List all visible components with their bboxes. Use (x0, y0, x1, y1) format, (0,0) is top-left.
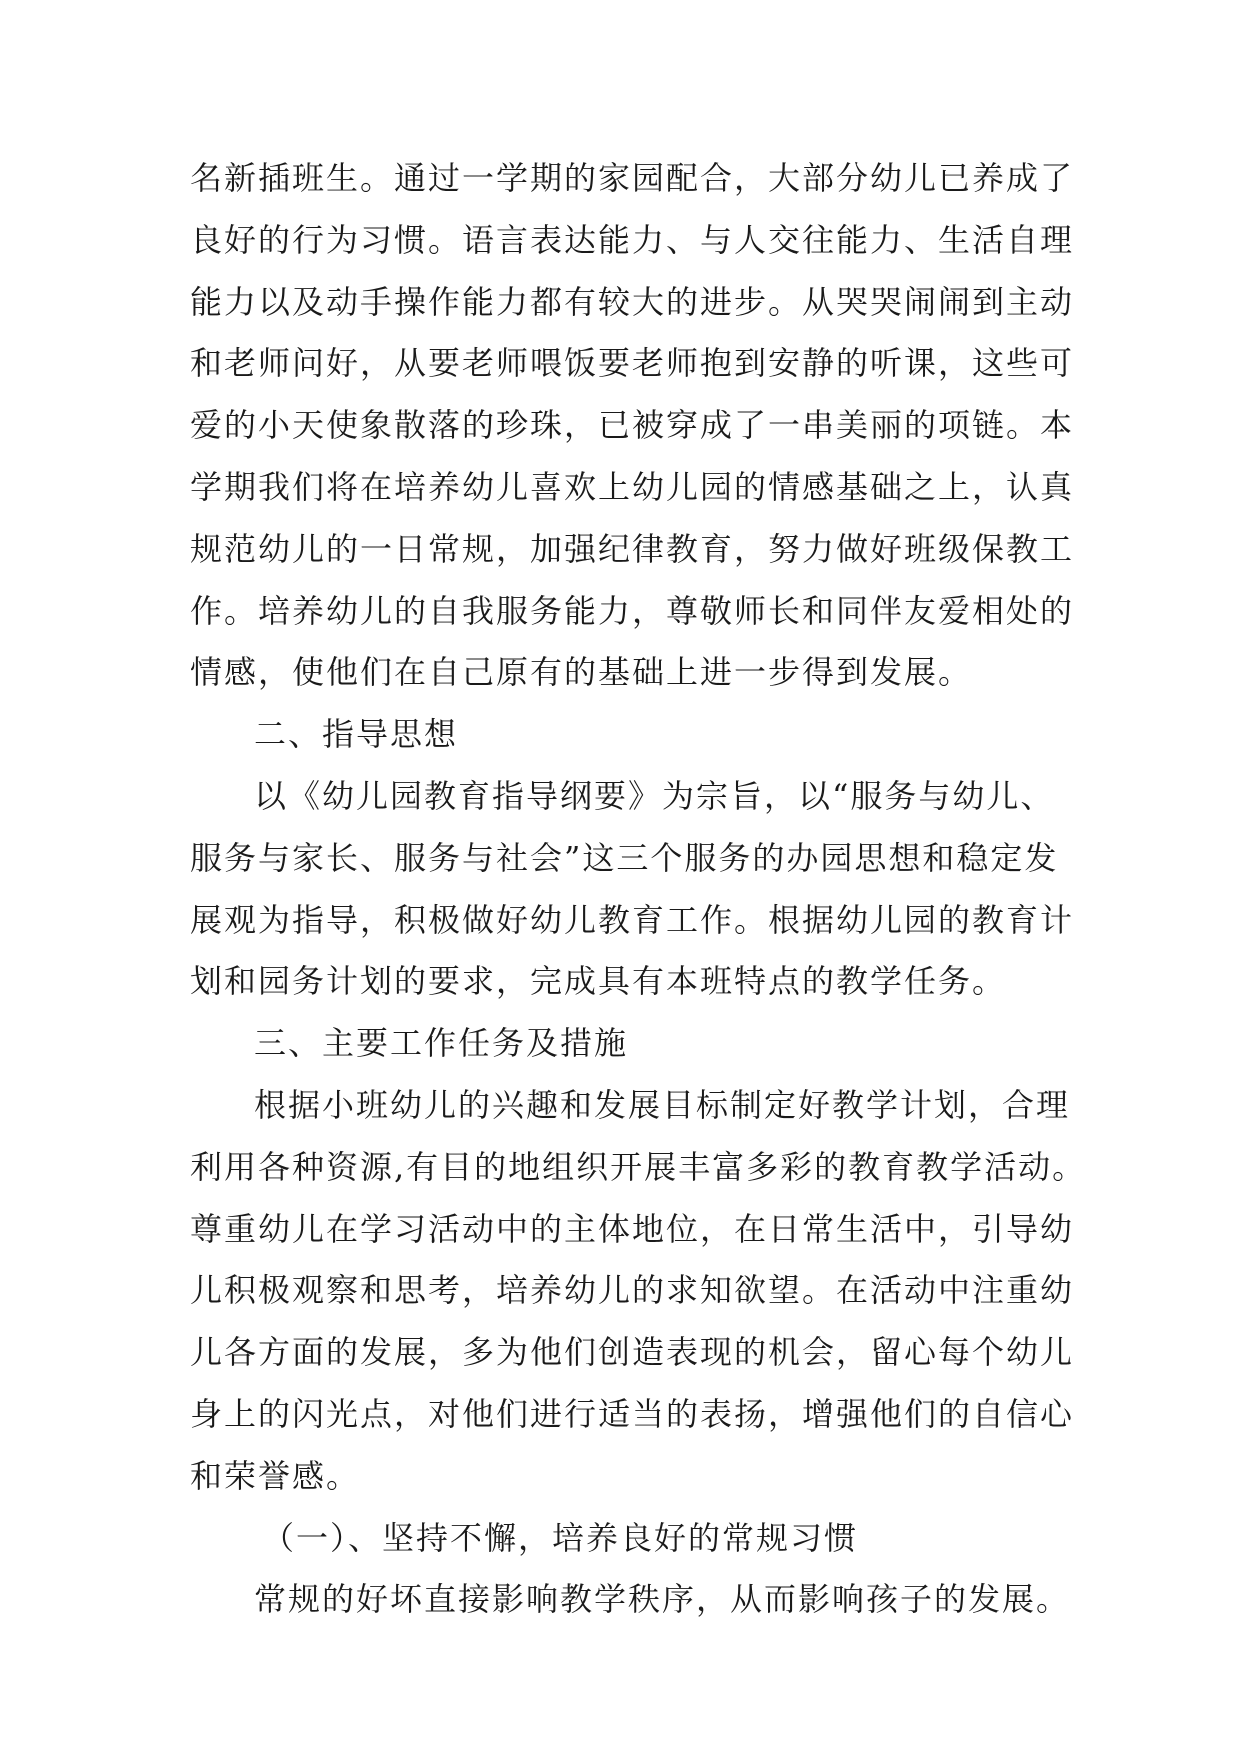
text-line: 划和园务计划的要求，完成具有本班特点的教学任务。 (190, 962, 1007, 1001)
text-line: 规范幼儿的一日常规，加强纪律教育，努力做好班级保教工 (190, 529, 1075, 568)
text-line: 根据小班幼儿的兴趣和发展目标制定好教学计划，合理 (254, 1085, 1071, 1124)
text-line: 展观为指导，积极做好幼儿教育工作。根据幼儿园的教育计 (190, 900, 1075, 939)
text-line: 爱的小天使象散落的珍珠，已被穿成了一串美丽的项链。本 (190, 406, 1075, 445)
text-line: 学期我们将在培养幼儿喜欢上幼儿园的情感基础之上，认真 (190, 467, 1075, 506)
section-heading-guiding-thought: 二、指导思想 (254, 715, 459, 754)
text-line: 以《幼儿园教育指导纲要》为宗旨，以“服务与幼儿、 (254, 776, 1055, 815)
text-line: 常规的好坏直接影响教学秩序，从而影响孩子的发展。 (254, 1580, 1071, 1619)
subsection-heading-routine-habits: （一）、坚持不懈，培养良好的常规习惯 (262, 1518, 859, 1557)
document-page (190, 148, 1087, 1631)
text-line: 儿积极观察和思考，培养幼儿的求知欲望。在活动中注重幼 (190, 1271, 1075, 1310)
text-line: 名新插班生。通过一学期的家园配合，大部分幼儿已养成了 (190, 159, 1075, 197)
text-line: 儿各方面的发展，多为他们创造表现的机会，留心每个幼儿 (190, 1333, 1075, 1372)
text-line: 和荣誉感。 (190, 1456, 361, 1495)
text-line: 尊重幼儿在学习活动中的主体地位，在日常生活中，引导幼 (190, 1209, 1075, 1248)
text-line: 良好的行为习惯。语言表达能力、与人交往能力、生活自理 (190, 220, 1075, 259)
text-line: 情感，使他们在自己原有的基础上进一步得到发展。 (190, 653, 973, 692)
text-line: 身上的闪光点，对他们进行适当的表扬，增强他们的自信心 (190, 1394, 1075, 1433)
text-line: 能力以及动手操作能力都有较大的进步。从哭哭闹闹到主动 (190, 282, 1075, 321)
text-line: 利用各种资源,有目的地组织开展丰富多彩的教育教学活动。 (190, 1147, 1087, 1186)
text-line: 和老师问好，从要老师喂饭要老师抱到安静的听课，这些可 (190, 344, 1075, 383)
text-line: 作。培养幼儿的自我服务能力，尊敬师长和同伴友爱相处的 (190, 591, 1075, 630)
section-heading-main-tasks: 三、主要工作任务及措施 (254, 1024, 629, 1063)
text-line: 服务与家长、服务与社会”这三个服务的办园思想和稳定发 (190, 838, 1059, 877)
